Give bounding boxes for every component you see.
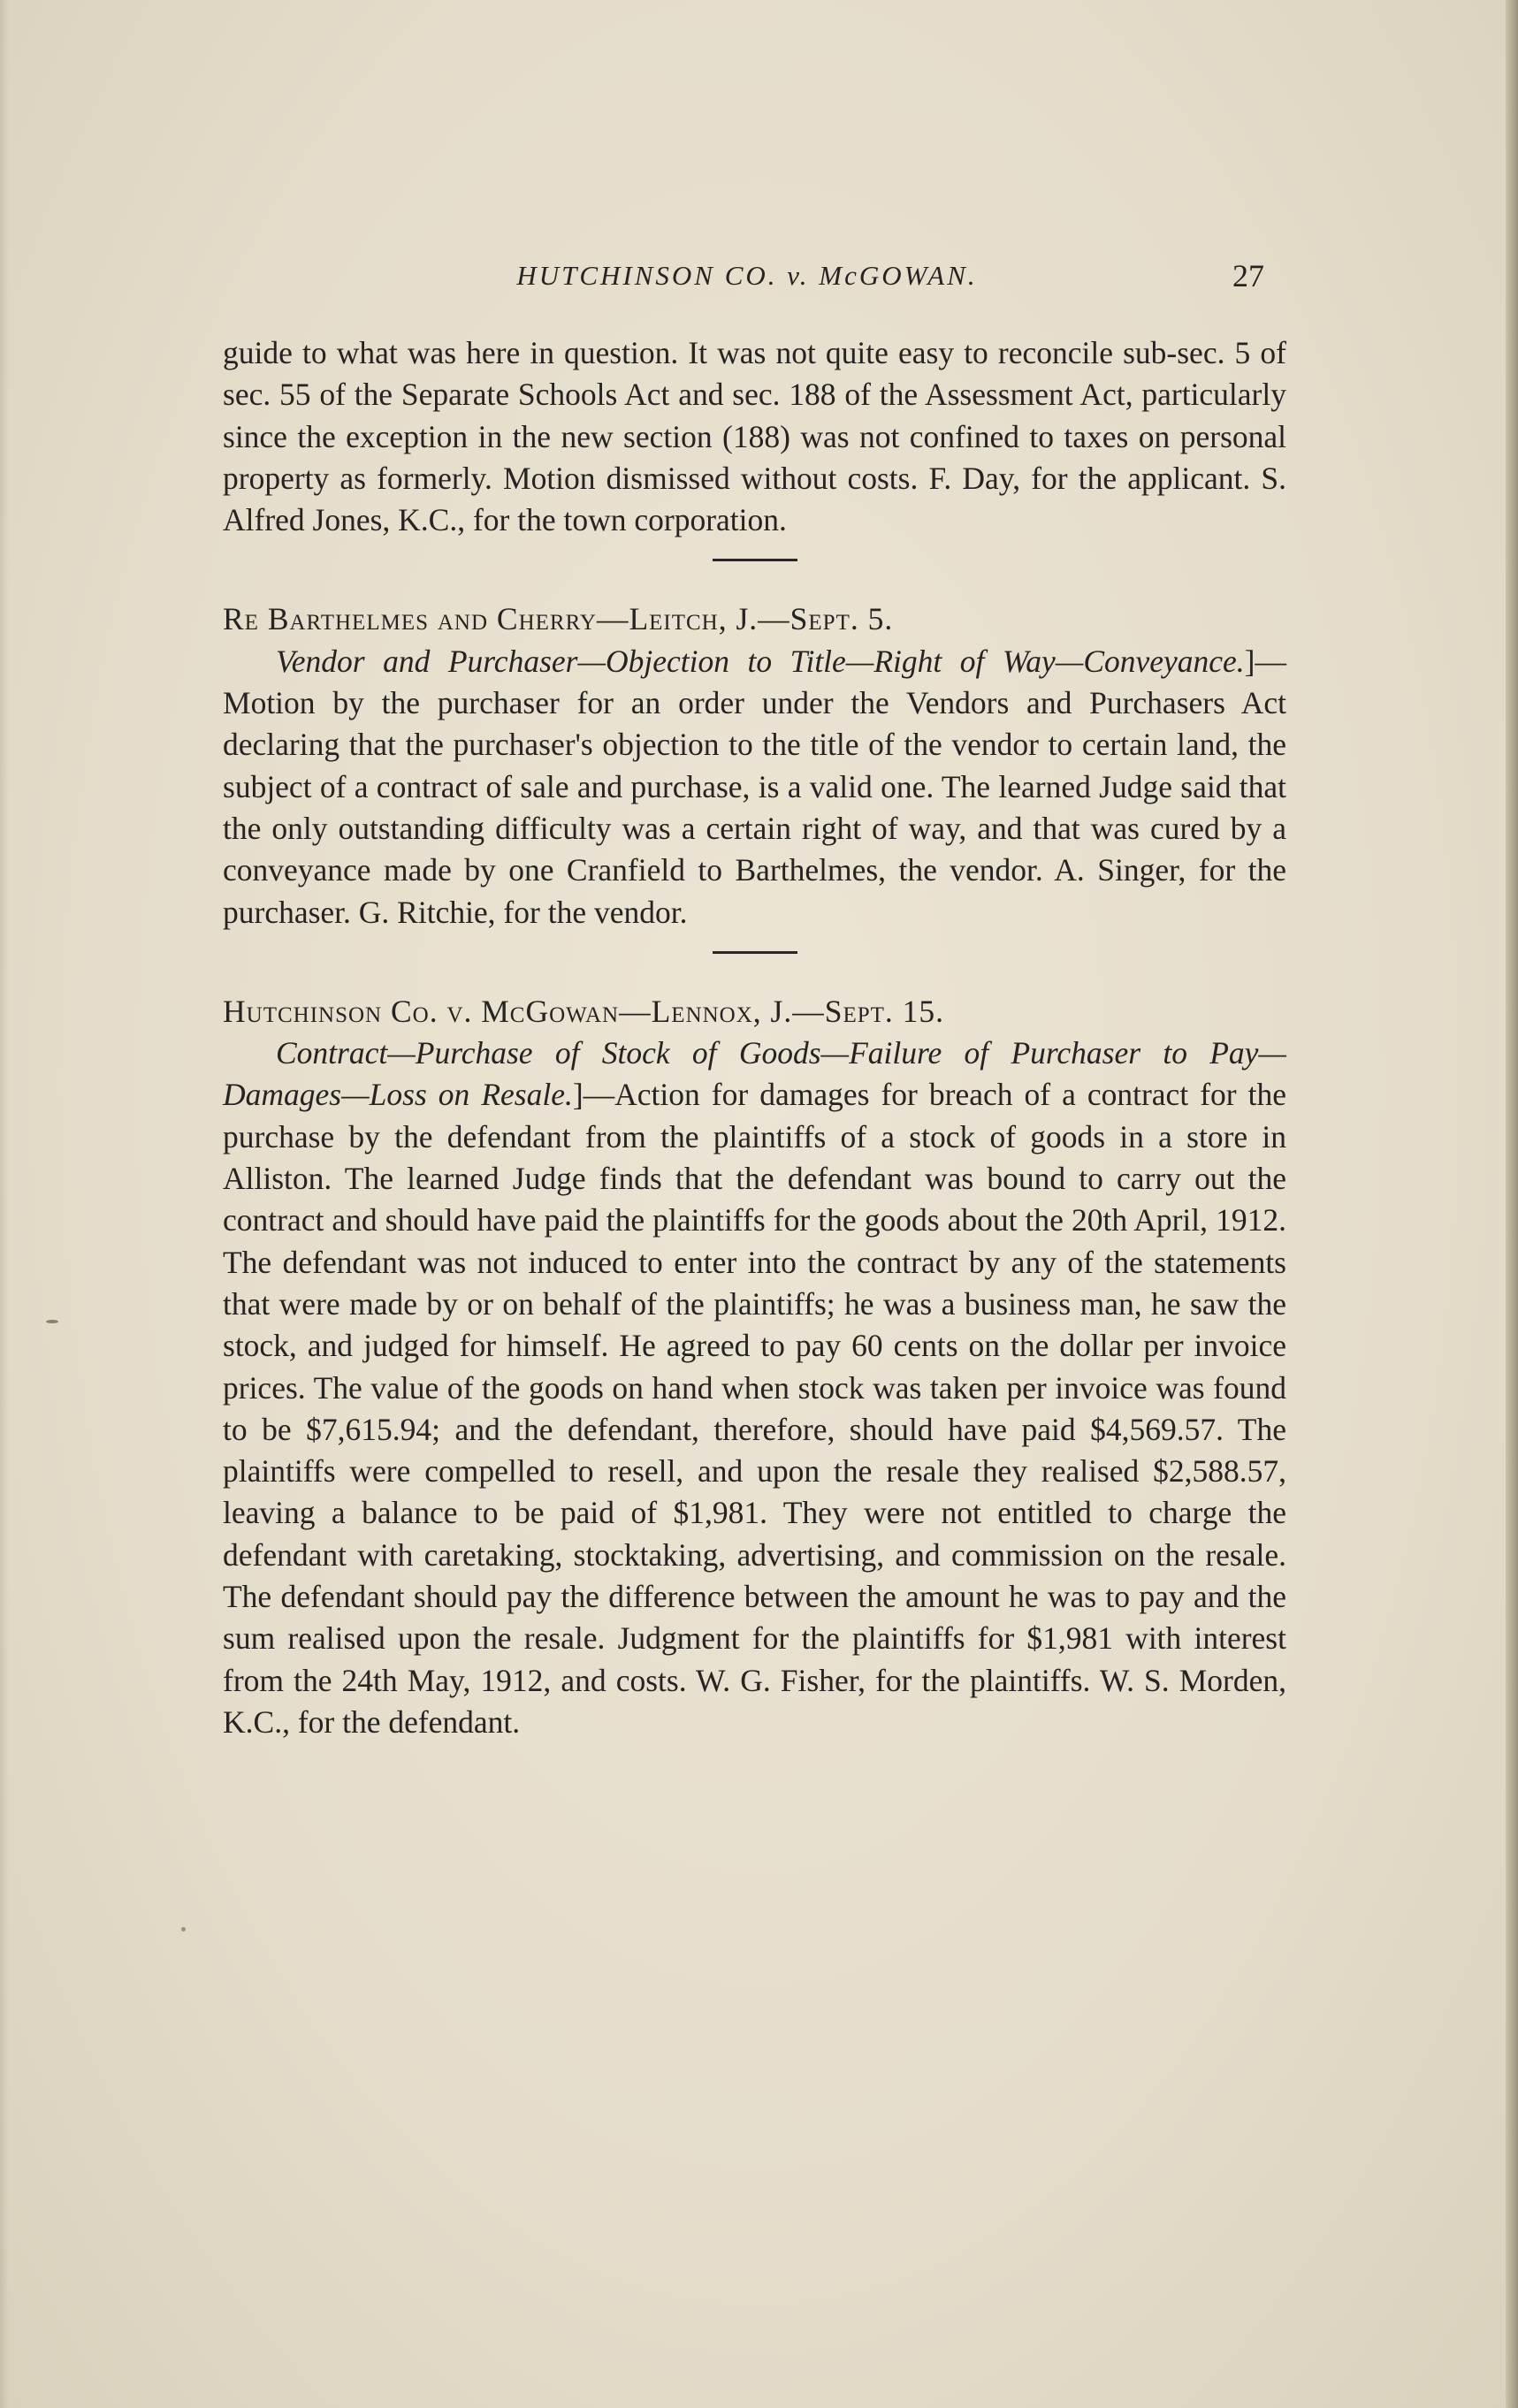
ink-speck [181, 1927, 186, 1932]
case-heading: Re Barthelmes and Cherry—Leitch, J.—Sept. 5. [223, 601, 894, 637]
running-head [221, 256, 1273, 295]
case-text: ]—Action for damages for breach of a contract for the purchase by the defendant from the plaintiffs of a stock of goods in a store in Alliston. The learned Judge finds that the defendant was bound to carry out the contract and should have paid the plaintiffs for the goods about the 20th April, 1912. The defendant was not induced to enter into the contract by any of the statements that were made by or on behalf of the plaintiffs; he was a business man, he saw the stock, and judged for himself. He agreed to pay 60 cents on the dollar per invoice prices. The value of the goods on hand when stock was taken per invoice was found to be $7,615.94; and the defendant, therefore, should have paid $4,569.57. The plaintiffs were compelled to resell, and upon the resale they realised $2,588.57, leaving a balance to be paid of $1,981. They were not entitled to charge the defendant with caretaking, stocktaking, advertising, and commission on the resale. The defendant should pay the difference between the amount he was to pay and the sum realised upon the resale. Judgment for the plaintiffs for $1,981 with interest from the 24th May, 1912, and costs. W. G. Fisher, for the plaintiffs. W. S. Morden, K.C., for the defendant. [223, 1077, 1286, 1740]
case-headnote: Vendor and Purchaser—Objection to Title—Right of Way—Conveyance. [276, 643, 1245, 679]
case-text: ]—Motion by the purchaser for an order under the Vendors and Purchasers Act declaring that the purchaser's objection to the title of the vendor to certain land, the subject of a contract of sale and purchase, is a valid one. The learned Judge said that the only outstanding difficulty was a certain right of way, and that was cured by a conveyance made by one Cranfield to Barthelmes, the vendor. A. Singer, for the purchaser. G. Ritchie, for the vendor. [223, 643, 1286, 930]
continued-paragraph: guide to what was here in question. It was not quite easy to reconcile sub-sec. 5 of sec. 55 of the Separate Schools Act and sec. 188 of the Assessment Act, particularly since the exception in the new section (188) was not confined to taxes on personal property as formerly. Motion dismissed without costs. F. Day, for the applicant. S. Alfred Jones, K.C., for the town corporation. [223, 335, 1286, 538]
page-number: 27 [1232, 258, 1264, 293]
section-divider [713, 559, 797, 561]
case-paragraph [223, 1033, 1286, 1743]
running-head-title: HUTCHINSON CO. v. McGOWAN. [516, 260, 978, 291]
case-paragraph [223, 641, 1286, 933]
page-right-edge [1506, 0, 1518, 2408]
case-heading: Hutchinson Co. v. McGowan—Lennox, J.—Sept. 15. [223, 993, 945, 1029]
page-body [223, 332, 1286, 1743]
case-headnote: Contract—Purchase of Stock of Goods—Failure of Purchaser to Pay—Damages—Loss on Resale. [223, 1035, 1286, 1113]
section-divider [713, 951, 797, 954]
ink-speck [46, 1320, 58, 1323]
page-left-shadow [0, 0, 9, 2408]
